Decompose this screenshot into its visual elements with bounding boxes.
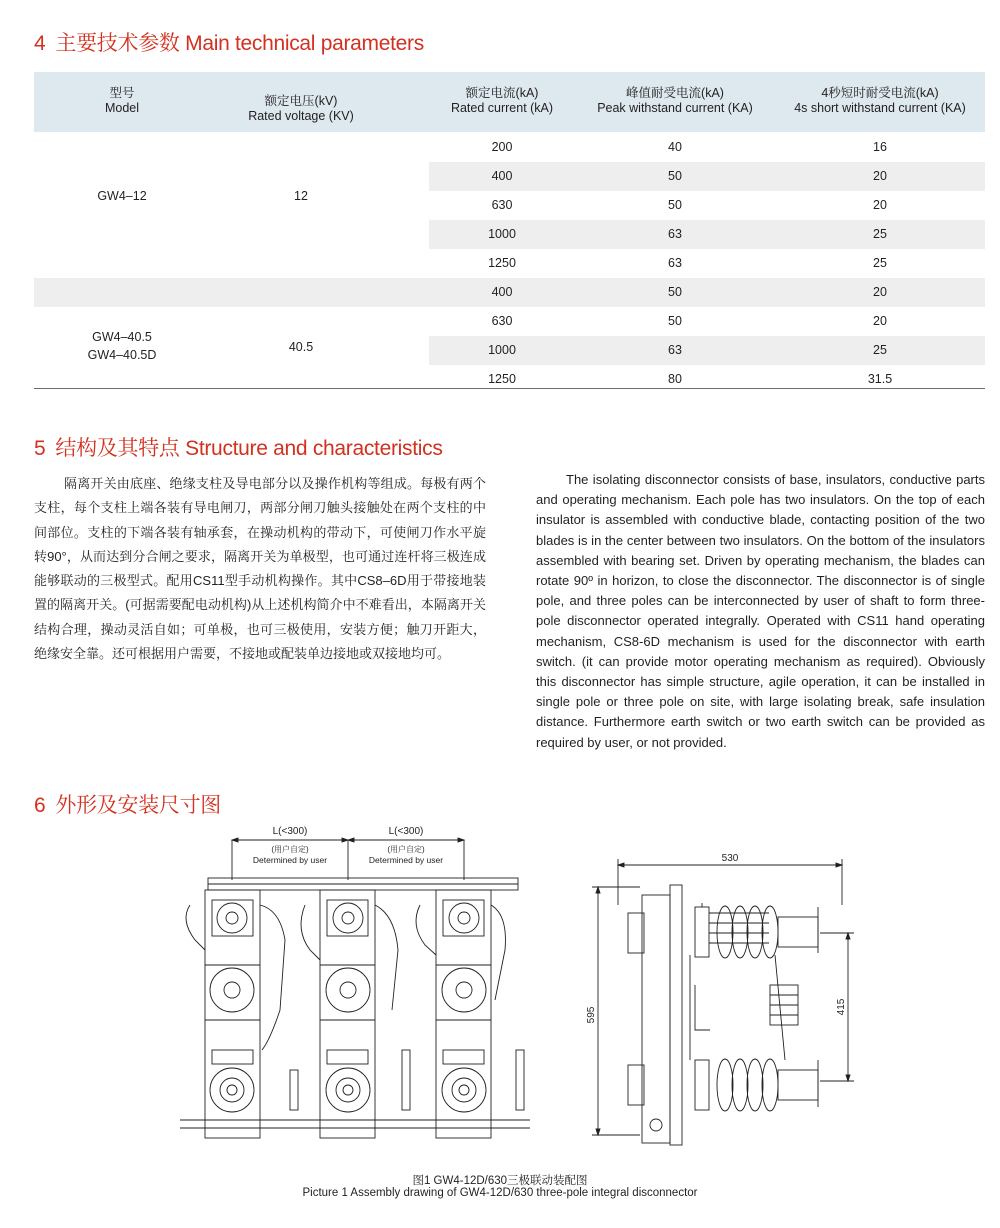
dim-l2-cn: (用户自定) (387, 845, 425, 854)
cell-current: 1250 (488, 256, 516, 270)
cell-current: 1000 (488, 343, 516, 357)
structure-text-en: The isolating disconnector consists of base, insulators, conductive parts and operating mechanism. Each pole has two insulators. On the top of each insulator is assembled with conductive blade, contacting position of the two blades is in the center between two insulators. On the bottom of the insulators assembled with bearing set. Driven by operating mechanism, the blades can rotate 90º in horizon, to close the disconnector. The disconnector is of single pole, and three poles can be interconnected by user of shaft to form three-pole disconnector operated integrally. Operated with CS11 hand operating mechanism, CS8-6D mechanism is used for the disconnector with earth switch. (it can provide motor operating mechanism as required). Obviously this disconnector has simple structure, agile operation, it can be installed in single pole or three pole on site, with large isolating break, safe insulation distance. Furthermore earth switch or two earth switch can be provided as required by user, or not provided. (536, 472, 985, 750)
header-cn: 型号 (109, 86, 135, 100)
table-row (34, 278, 985, 307)
section-title-text: 主要技术参数 Main technical parameters (55, 32, 424, 55)
model-line: GW4–40.5D (87, 348, 157, 362)
section-6-title (34, 789, 221, 819)
table-row (34, 249, 985, 278)
header-en: 4s short withstand current (KA) (794, 101, 966, 115)
header-short (775, 86, 985, 116)
dim-l1-en: Determined by user (252, 855, 328, 865)
figure-caption-cn: 图1 GW4-12D/630三极联动装配图 (412, 1175, 588, 1187)
header-peak (575, 86, 775, 116)
cell-current: 200 (491, 140, 513, 154)
cell-short: 25 (873, 343, 887, 357)
header-en: Model (104, 101, 140, 115)
cell-current: 400 (491, 285, 513, 299)
cell-peak: 63 (668, 227, 682, 241)
section-5-title (34, 432, 443, 462)
cell-short: 31.5 (867, 372, 893, 386)
cell-short: 16 (873, 140, 887, 154)
dim-l2-en: Determined by user (368, 855, 444, 865)
cell-short: 25 (873, 256, 887, 270)
dim-l1-cn: (用户自定) (271, 845, 309, 854)
cell-peak: 63 (668, 343, 682, 357)
cell-current: 630 (491, 198, 513, 212)
section-number: 6 (34, 794, 46, 817)
cell-peak: 40 (668, 140, 682, 154)
cell-peak: 80 (668, 372, 682, 386)
model-cell: GW4–12 (97, 189, 147, 203)
voltage-cell: 12 (294, 189, 308, 203)
table-header (34, 72, 985, 132)
dim-530: 530 (721, 853, 739, 864)
cell-current: 1000 (488, 227, 516, 241)
cell-short: 20 (873, 285, 887, 299)
parameters-table (34, 72, 985, 394)
table-row (34, 365, 985, 394)
cell-short: 20 (873, 198, 887, 212)
three-pole-assembly-drawing (170, 820, 550, 1160)
header-cn: 额定电流(kA) (465, 86, 539, 100)
cell-peak: 50 (668, 169, 682, 183)
cell-short: 20 (873, 169, 887, 183)
dim-595: 595 (586, 1006, 597, 1024)
header-cn: 峰值耐受电流(kA) (626, 86, 724, 100)
cell-peak: 50 (668, 285, 682, 299)
table-row (34, 133, 985, 162)
header-en: Rated voltage (KV) (248, 109, 354, 123)
model-line: GW4–40.5 (92, 330, 152, 344)
header-current (429, 86, 575, 116)
cell-peak: 63 (668, 256, 682, 270)
structure-text-cn: 隔离开关由底座、绝缘支柱及导电部分以及操作机构等组成。每极有两个支柱，每个支柱上端各装有导电闸刀，两部分闸刀触头接触处在两个支柱的中间部位。支柱的下端各装有轴承套，在操动机构的带动下，可使闸刀作水平旋转90°，从而达到分合闸之要求，隔离开关为单极型，也可通过连杆将三极连成能够联动的三极型式。配用CS11型手动机构操作。其中CS8–6D用于带接地装置的隔离开关。(可据需要配电动机构)从上述机构简介中不难看出，本隔离开关结构合理，操动灵活自如；可单极，也可三极使用，安装方便；触刀开距大，绝缘安全靠。还可根据用户需要，不接地或配装单边接地或双接地均可。 (34, 476, 486, 662)
cell-short: 25 (873, 227, 887, 241)
header-cn: 额定电压(kV) (264, 94, 338, 108)
table-row (34, 220, 985, 249)
figure-caption-en: Picture 1 Assembly drawing of GW4-12D/630 three-pole integral disconnector (302, 1187, 698, 1199)
header-en: Peak withstand current (KA) (597, 101, 753, 115)
cell-current: 630 (491, 314, 513, 328)
cell-current: 1250 (488, 372, 516, 386)
section-4-title (34, 27, 424, 57)
cell-peak: 50 (668, 314, 682, 328)
cell-short: 20 (873, 314, 887, 328)
voltage-cell: 40.5 (288, 340, 314, 354)
section-title-text: 结构及其特点 Structure and characteristics (55, 437, 443, 460)
side-view-drawing (580, 845, 860, 1160)
cell-peak: 50 (668, 198, 682, 212)
section-number: 5 (34, 437, 46, 460)
header-en: Rated current (kA) (450, 101, 554, 115)
dim-l2: L(<300) (388, 826, 424, 837)
header-cn: 4秒短时耐受电流(kA) (821, 86, 939, 100)
header-model (34, 86, 210, 116)
model-cell (34, 328, 210, 364)
dim-415: 415 (836, 998, 847, 1016)
section-number: 4 (34, 32, 46, 55)
section-title-text: 外形及安装尺寸图 (55, 794, 221, 817)
header-voltage (210, 94, 392, 124)
table-bottom-rule (34, 388, 985, 389)
dim-l1: L(<300) (272, 826, 308, 837)
cell-current: 400 (491, 169, 513, 183)
